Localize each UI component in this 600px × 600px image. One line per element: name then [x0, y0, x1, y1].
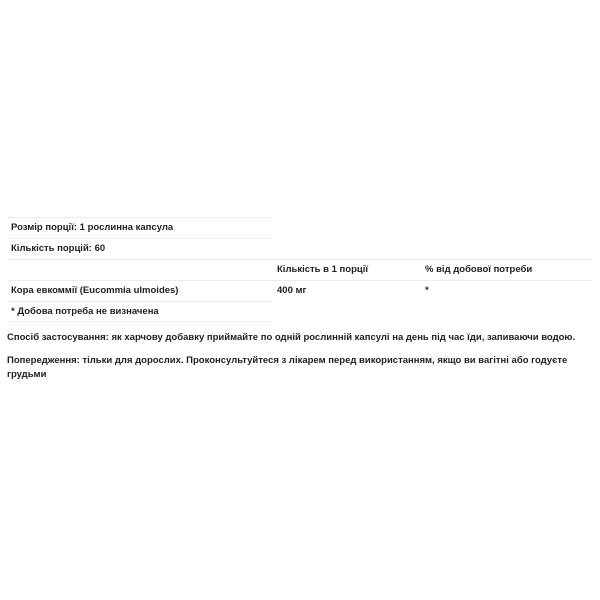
footnote-row [7, 301, 272, 322]
serving-size-row [7, 217, 272, 238]
servings-count: Кількість порцій: 60 [11, 243, 106, 254]
table-row [7, 280, 593, 301]
usage-text: Спосіб застосування: як харчову добавку приймайте по одній рослинній капсулі на день під час їди, запиваючи водою. [7, 332, 576, 343]
column-header-amount: Кількість в 1 порції [277, 264, 369, 275]
footnote: * Добова потреба не визначена [11, 306, 159, 317]
warning-text: Попередження: тільки для дорослих. Проконсультуйтеся з лікарем перед використанням, якщо ви вагітні або годуєте грудьми [7, 355, 568, 380]
serving-size: Розмір порції: 1 рослинна капсула [11, 222, 174, 233]
table-header-row [7, 259, 593, 280]
supplement-facts-document [7, 217, 593, 382]
column-header-daily-value: % від добової потреби [425, 264, 533, 275]
ingredient-amount: 400 мг [277, 285, 307, 296]
ingredient-daily-value: * [425, 285, 429, 296]
ingredient-name: Кора евкоммії (Eucommia ulmoides) [11, 285, 179, 296]
servings-count-row [7, 238, 272, 259]
